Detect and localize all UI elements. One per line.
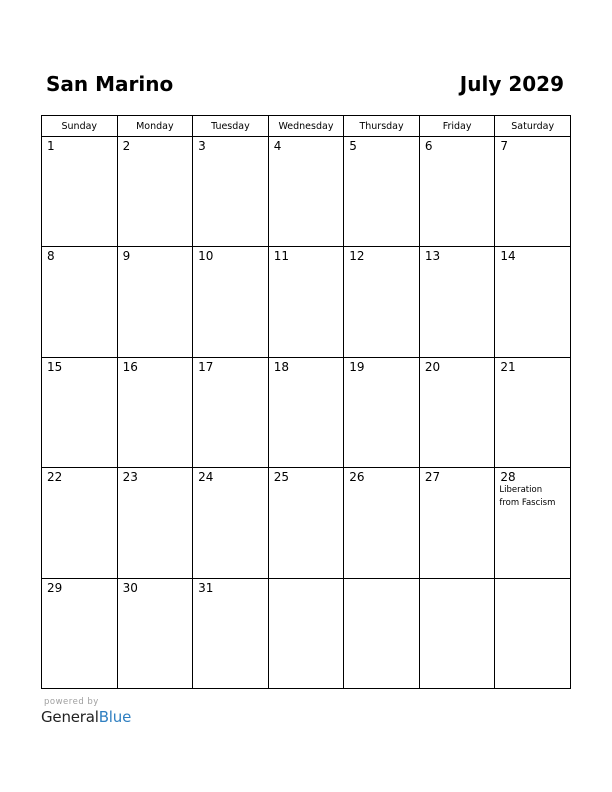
- day-cell: [268, 357, 344, 467]
- day-number: 16: [122, 359, 138, 374]
- calendar-grid: [41, 115, 571, 689]
- day-cell: [344, 578, 420, 688]
- day-number: 20: [424, 359, 441, 374]
- day-cell: [344, 357, 420, 467]
- day-cell: [268, 578, 344, 688]
- day-cell: [419, 468, 495, 578]
- day-cell: [495, 357, 571, 467]
- day-cell: [495, 137, 571, 247]
- week-row: [42, 137, 571, 247]
- day-number: 26: [349, 470, 365, 485]
- day-cell: [495, 468, 571, 578]
- calendar-country-title: San Marino: [46, 72, 174, 96]
- day-number: 6: [424, 139, 433, 153]
- day-cell: [268, 468, 344, 578]
- day-number: 24: [198, 470, 214, 485]
- day-cell: [42, 247, 118, 357]
- day-number: 1: [47, 139, 55, 153]
- day-cell: [117, 468, 193, 578]
- day-cell: [268, 137, 344, 247]
- day-number: 21: [500, 359, 516, 374]
- day-cell: [193, 247, 269, 357]
- brand-logo[interactable]: [41, 708, 131, 726]
- day-number: 9: [122, 249, 131, 264]
- weekday-friday: Friday: [419, 116, 495, 137]
- day-cell: [42, 357, 118, 467]
- day-cell: [193, 468, 269, 578]
- day-cell: [117, 357, 193, 467]
- weekday-wednesday: Wednesday: [268, 116, 344, 137]
- day-number: 4: [273, 139, 282, 153]
- day-number: [344, 579, 419, 581]
- day-cell: [419, 247, 495, 357]
- day-cell: [268, 247, 344, 357]
- day-number: 25: [273, 470, 289, 485]
- day-number: 3: [198, 139, 206, 153]
- day-number: 27: [424, 470, 441, 485]
- day-number: 30: [122, 580, 138, 595]
- day-cell: [42, 578, 118, 688]
- powered-by-text: powered by: [44, 697, 99, 707]
- brand-name-part1: General: [41, 708, 99, 726]
- day-number: 14: [500, 249, 516, 264]
- day-number: 19: [349, 359, 365, 374]
- day-cell: [117, 137, 193, 247]
- day-cell: [117, 247, 193, 357]
- day-cell: [419, 357, 495, 467]
- weekday-tuesday: Tuesday: [193, 116, 269, 137]
- day-number: [269, 579, 344, 581]
- weekday-saturday: Saturday: [495, 116, 571, 137]
- day-number: 2: [122, 139, 131, 153]
- week-row: [42, 468, 571, 578]
- day-cell: [193, 357, 269, 467]
- day-cell: [42, 137, 118, 247]
- brand-name-part2: Blue: [98, 708, 132, 726]
- calendar-month-title: July 2029: [459, 72, 564, 96]
- day-number: 28: [500, 470, 516, 485]
- weekday-sunday: Sunday: [42, 116, 118, 137]
- day-number: 5: [349, 139, 357, 153]
- day-number: 10: [198, 249, 214, 264]
- day-number: 13: [424, 249, 441, 264]
- day-cell: [495, 578, 571, 688]
- holiday-label: Liberation from Fascism: [499, 485, 556, 509]
- weekday-monday: Monday: [117, 116, 193, 137]
- week-row: [42, 357, 571, 467]
- day-cell: [419, 137, 495, 247]
- day-cell: [344, 247, 420, 357]
- day-number: 23: [122, 470, 138, 485]
- day-number: 7: [500, 139, 509, 153]
- day-number: [495, 579, 570, 581]
- day-number: 11: [273, 249, 289, 264]
- weekday-header-row: [42, 116, 571, 137]
- day-cell: [193, 137, 269, 247]
- day-number: 29: [47, 580, 63, 595]
- day-number: 31: [198, 580, 214, 595]
- day-number: 15: [47, 359, 63, 374]
- day-number: 12: [349, 249, 365, 264]
- weekday-thursday: Thursday: [344, 116, 420, 137]
- day-number: 18: [273, 359, 289, 374]
- day-cell: [495, 247, 571, 357]
- day-number: 22: [47, 470, 63, 485]
- day-cell: [419, 578, 495, 688]
- day-number: 17: [198, 359, 214, 374]
- day-cell: [117, 578, 193, 688]
- day-number: [420, 579, 495, 581]
- day-cell: [344, 468, 420, 578]
- day-cell: [42, 468, 118, 578]
- day-cell: [344, 137, 420, 247]
- week-row: [42, 578, 571, 688]
- day-number: 8: [47, 249, 55, 264]
- day-cell: [193, 578, 269, 688]
- week-row: [42, 247, 571, 357]
